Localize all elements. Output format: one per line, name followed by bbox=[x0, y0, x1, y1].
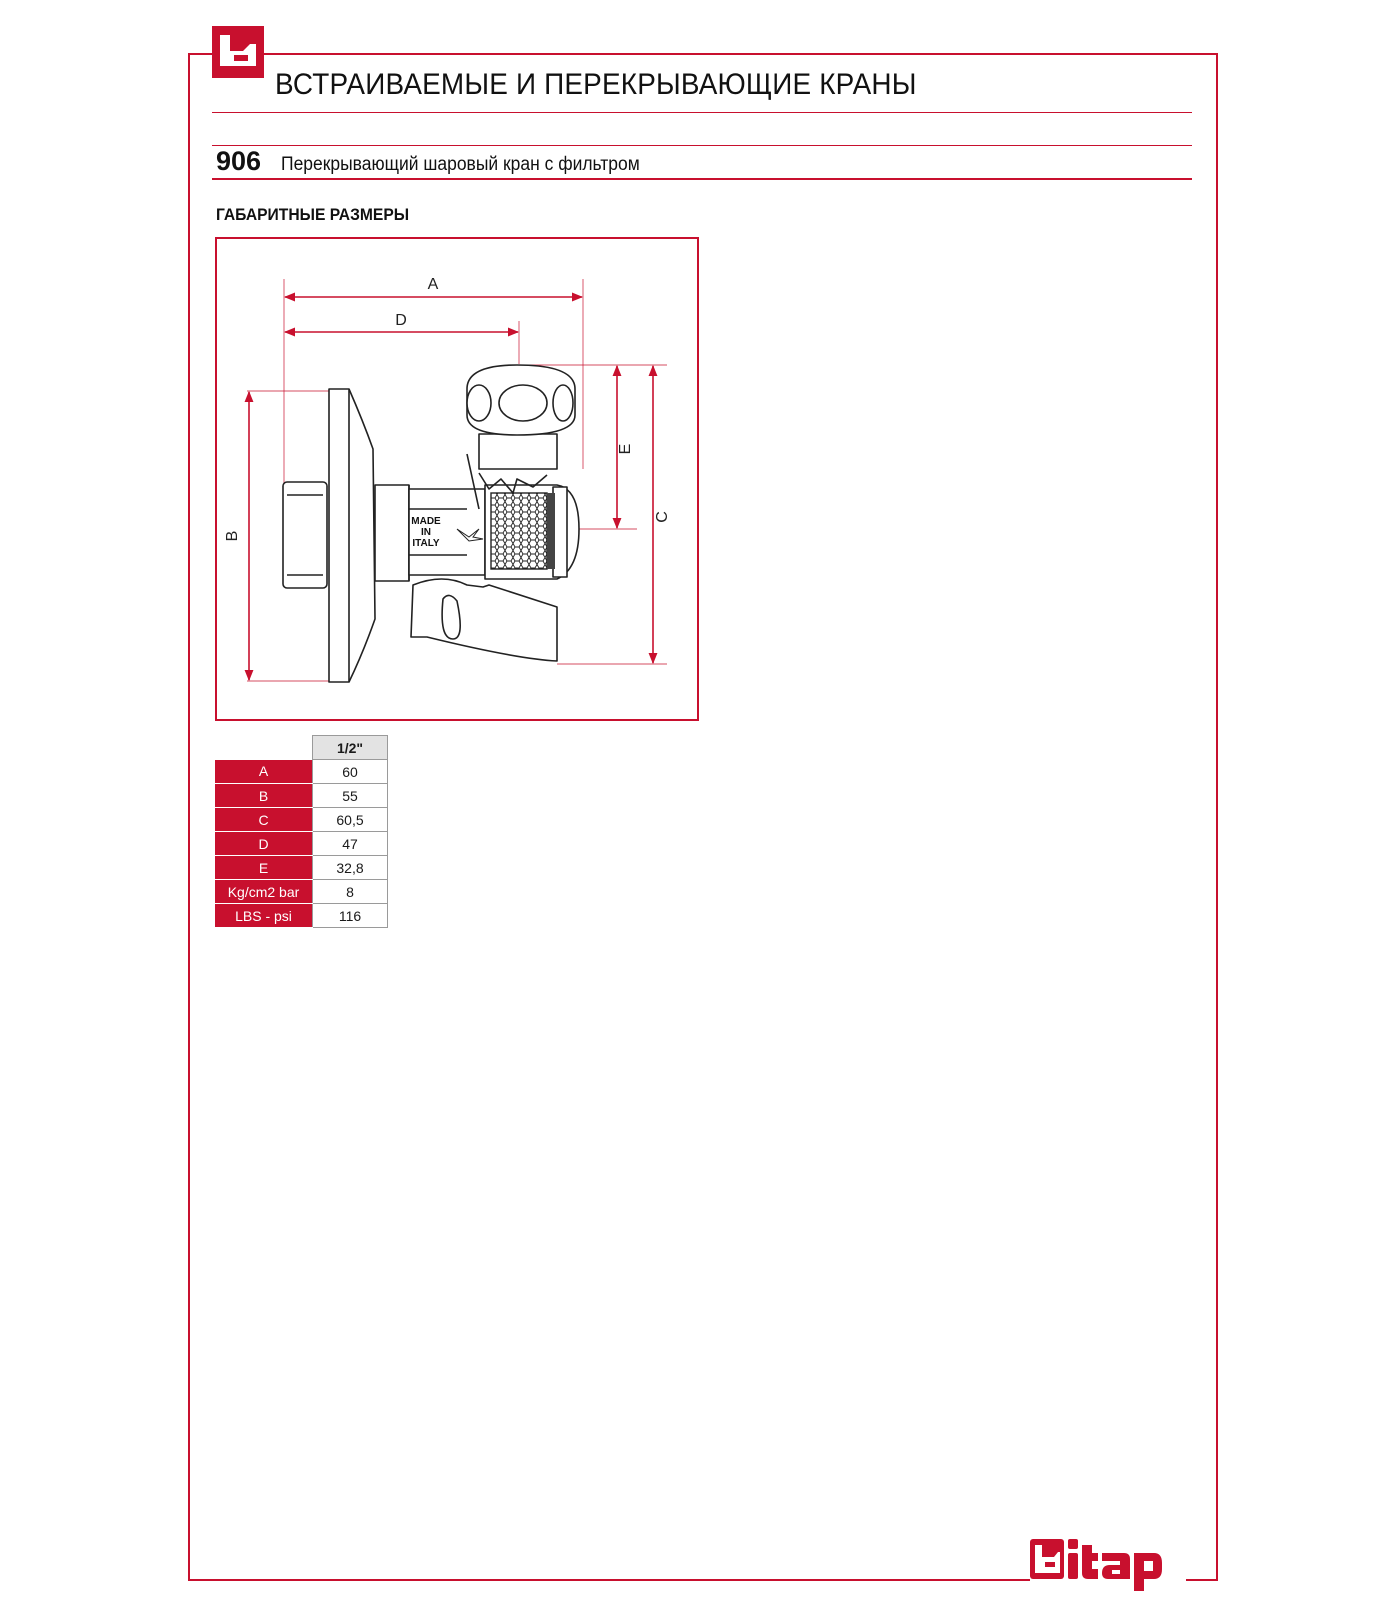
stamp-in: IN bbox=[421, 527, 431, 538]
table-row bbox=[215, 808, 388, 832]
corner-logo-icon bbox=[212, 26, 264, 78]
product-name: Перекрывающий шаровый кран с фильтром bbox=[281, 154, 640, 175]
dim-label-d: D bbox=[395, 312, 407, 329]
param-value: 55 bbox=[313, 784, 388, 808]
param-label: E bbox=[215, 856, 313, 880]
dim-label-b: B bbox=[224, 530, 241, 542]
stamp-italy: ITALY bbox=[412, 538, 440, 549]
frame-bottom-left-line bbox=[188, 1579, 1030, 1581]
title-underline bbox=[212, 112, 1192, 113]
table-corner bbox=[215, 736, 313, 760]
table-row bbox=[215, 760, 388, 784]
param-label: D bbox=[215, 832, 313, 856]
frame-top-left-line bbox=[188, 53, 212, 55]
table-row bbox=[215, 856, 388, 880]
stamp-made: MADE bbox=[411, 516, 441, 527]
param-label: A bbox=[215, 760, 313, 784]
product-bottom-rule bbox=[212, 178, 1192, 180]
param-label: Kg/cm2 bar bbox=[215, 880, 313, 904]
frame-bottom-right-line bbox=[1186, 1579, 1218, 1581]
brand-logo bbox=[1030, 1535, 1180, 1598]
size-header: 1/2" bbox=[313, 736, 388, 760]
frame-left-line bbox=[188, 53, 190, 1580]
param-value: 116 bbox=[313, 904, 388, 928]
frame-top-right-line bbox=[264, 53, 1218, 55]
dimensions-table bbox=[215, 735, 388, 928]
table-row bbox=[215, 880, 388, 904]
table-row bbox=[215, 904, 388, 928]
product-top-rule bbox=[212, 145, 1192, 146]
param-value: 60 bbox=[313, 760, 388, 784]
param-label: LBS - psi bbox=[215, 904, 313, 928]
param-value: 60,5 bbox=[313, 808, 388, 832]
page-title: ВСТРАИВАЕМЫЕ И ПЕРЕКРЫВАЮЩИЕ КРАНЫ bbox=[275, 68, 917, 101]
param-label: C bbox=[215, 808, 313, 832]
product-code: 906 bbox=[216, 146, 262, 176]
frame-right-line bbox=[1216, 53, 1218, 1580]
section-heading: ГАБАРИТНЫЕ РАЗМЕРЫ bbox=[216, 205, 410, 224]
dimension-drawing bbox=[215, 237, 699, 721]
param-value: 32,8 bbox=[313, 856, 388, 880]
filter-mesh bbox=[491, 493, 547, 569]
brand-name: itap bbox=[1030, 1535, 1032, 1536]
dim-label-a: A bbox=[427, 276, 439, 293]
param-label: B bbox=[215, 784, 313, 808]
valve-drawing-svg bbox=[217, 239, 697, 719]
table-row bbox=[215, 784, 388, 808]
param-value: 47 bbox=[313, 832, 388, 856]
dim-label-c: C bbox=[654, 511, 671, 523]
param-value: 8 bbox=[313, 880, 388, 904]
table-row bbox=[215, 832, 388, 856]
dim-label-e: E bbox=[617, 443, 634, 455]
